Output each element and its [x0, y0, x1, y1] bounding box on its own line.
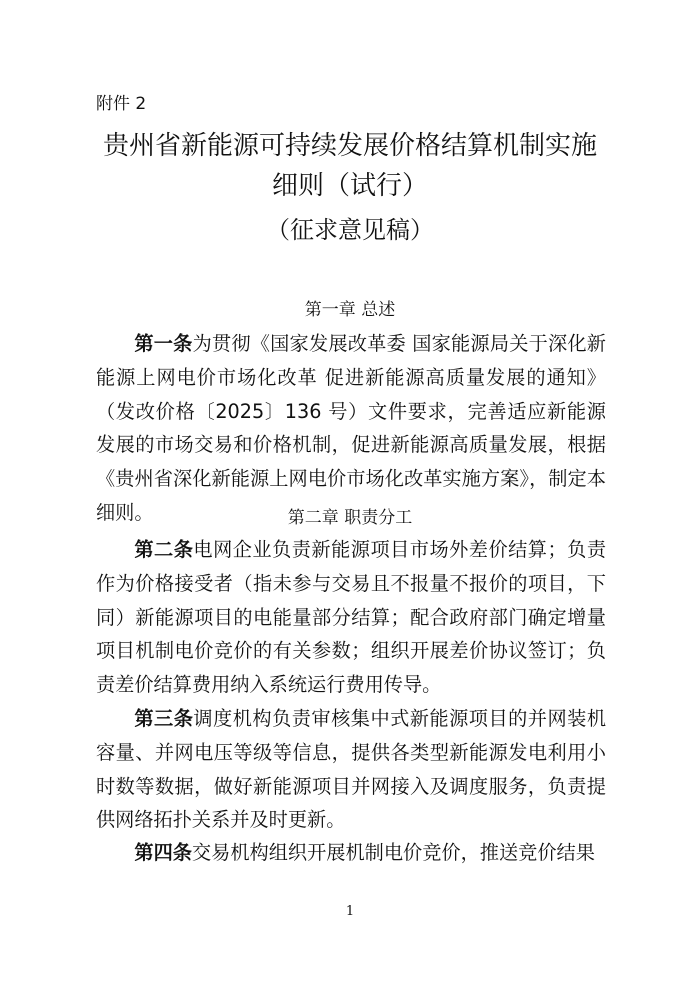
article-text: 交易机构组织开展机制电价竞价，推送竞价结果	[191, 841, 595, 864]
article-label: 第四条	[134, 841, 192, 864]
article-paragraph	[96, 836, 606, 870]
article-text: 调度机构负责审核集中式新能源项目的并网装机容量、并网电压等级等信息，提供各类型新能源发电利用小时数等数据，做好新能源项目并网接入及调度服务，负责提供网络拓扑关系并及时更新。	[96, 707, 607, 832]
title-line-1: 贵州省新能源可持续发展价格结算机制实施	[102, 131, 597, 161]
article-label: 第一条	[134, 332, 193, 355]
article-paragraph	[96, 327, 606, 530]
chapter-heading: 第一章 总述	[304, 300, 396, 320]
article-paragraph	[96, 702, 606, 837]
attachment-label: 附件 2	[96, 94, 147, 114]
document-title	[70, 126, 630, 206]
chapter-heading: 第二章 职责分工	[287, 508, 413, 528]
article-text: 电网企业负责新能源项目市场外差价结算；负责作为价格接受者（指未参与交易且不报量不报价的项目，下同）新能源项目的电能量部分结算；配合政府部门确定增量项目机制电价竞价的有关参数；组织开展差价协议签订；负责差价结算费用纳入系统运行费用传导。	[96, 538, 607, 697]
article-label: 第三条	[134, 707, 194, 730]
article-text: 为贯彻《国家发展改革委 国家能源局关于深化新能源上网电价市场化改革 促进新能源高质量发展的通知》（发改价格〔2025〕136 号）文件要求，完善适应新能源发展的市场交易和价格机制，促进新能源高质量发展，根据《贵州省深化新能源上网电价市场化改革实施方案》，制定本细则。	[96, 332, 606, 524]
article-paragraph	[96, 533, 606, 702]
title-line-2: 细则（试行）	[271, 171, 428, 201]
document-subtitle: （征求意见稿）	[266, 216, 434, 244]
article-label: 第二条	[134, 538, 194, 561]
page-number: 1	[345, 904, 355, 919]
